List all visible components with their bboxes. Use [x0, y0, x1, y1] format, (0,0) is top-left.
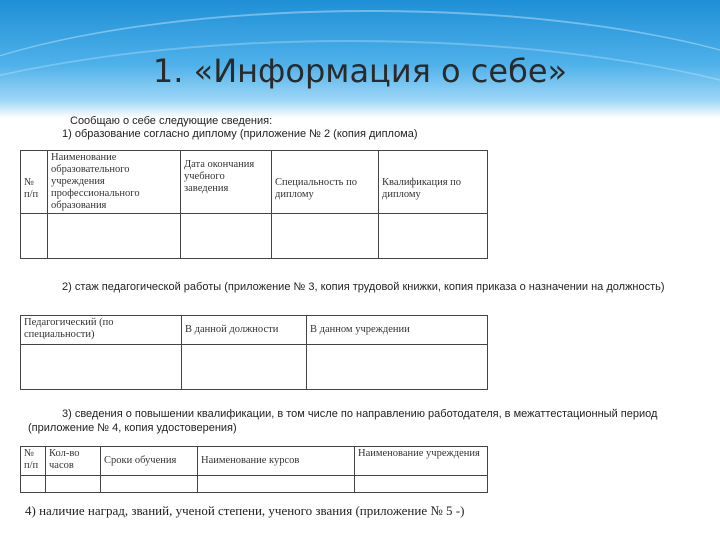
table-cell[interactable]: [46, 476, 101, 493]
table-cell[interactable]: [272, 214, 379, 259]
table-header-cell: Специальность по диплому: [272, 151, 379, 214]
table-cell[interactable]: [307, 345, 488, 390]
table-cell[interactable]: [21, 214, 48, 259]
table-cell[interactable]: [181, 214, 272, 259]
table-header-cell: Наименование учреждения: [355, 447, 488, 476]
table-header-cell: Наименование курсов: [198, 447, 355, 476]
section-4-text: 4) наличие наград, званий, ученой степени, ученого звания (приложение № 5 -): [25, 503, 465, 518]
table-row: [21, 447, 488, 476]
table-header-cell: Наименование образовательного учреждения профессионального образования: [48, 151, 181, 214]
table-cell[interactable]: [355, 476, 488, 493]
table-header-cell: № п/п: [21, 447, 46, 476]
table-row: [21, 214, 488, 259]
table-header-cell: В данной должности: [182, 316, 307, 345]
table-row: [21, 345, 488, 390]
education-table: [20, 150, 488, 259]
intro-line-2: 1) образование согласно диплому (приложение № 2 (копия диплома): [62, 128, 418, 140]
table-cell[interactable]: [182, 345, 307, 390]
table-cell[interactable]: [48, 214, 181, 259]
table-cell[interactable]: [198, 476, 355, 493]
table-header-cell: Квалификация по диплому: [379, 151, 488, 214]
table-header-cell: В данном учреждении: [307, 316, 488, 345]
table-header-cell: Педагогический (по специальности): [21, 316, 182, 345]
page-title: 1. «Информация о себе»: [152, 52, 568, 90]
intro-line-1: Сообщаю о себе следующие сведения:: [70, 115, 273, 127]
table-header-cell: Сроки обучения: [101, 447, 198, 476]
table-header-cell: Кол-во часов: [46, 447, 101, 476]
table-header-cell: № п/п: [21, 151, 48, 214]
section-3-text: 3) сведения о повышении квалификации, в том числе по направлению работодателя, в межаттестационный период (приложение № 4, копия удостоверения): [28, 408, 658, 434]
table-cell[interactable]: [21, 476, 46, 493]
section-2-text: 2) стаж педагогической работы (приложение № 3, копия трудовой книжки, копия приказа о назначении на должность): [62, 281, 665, 293]
table-row: [21, 316, 488, 345]
table-cell[interactable]: [101, 476, 198, 493]
table-row: [21, 151, 488, 214]
table-row: [21, 476, 488, 493]
table-cell[interactable]: [379, 214, 488, 259]
experience-table: [20, 315, 488, 390]
table-header-cell: Дата окончания учебного заведения: [181, 151, 272, 214]
training-table: [20, 446, 488, 493]
table-cell[interactable]: [21, 345, 182, 390]
